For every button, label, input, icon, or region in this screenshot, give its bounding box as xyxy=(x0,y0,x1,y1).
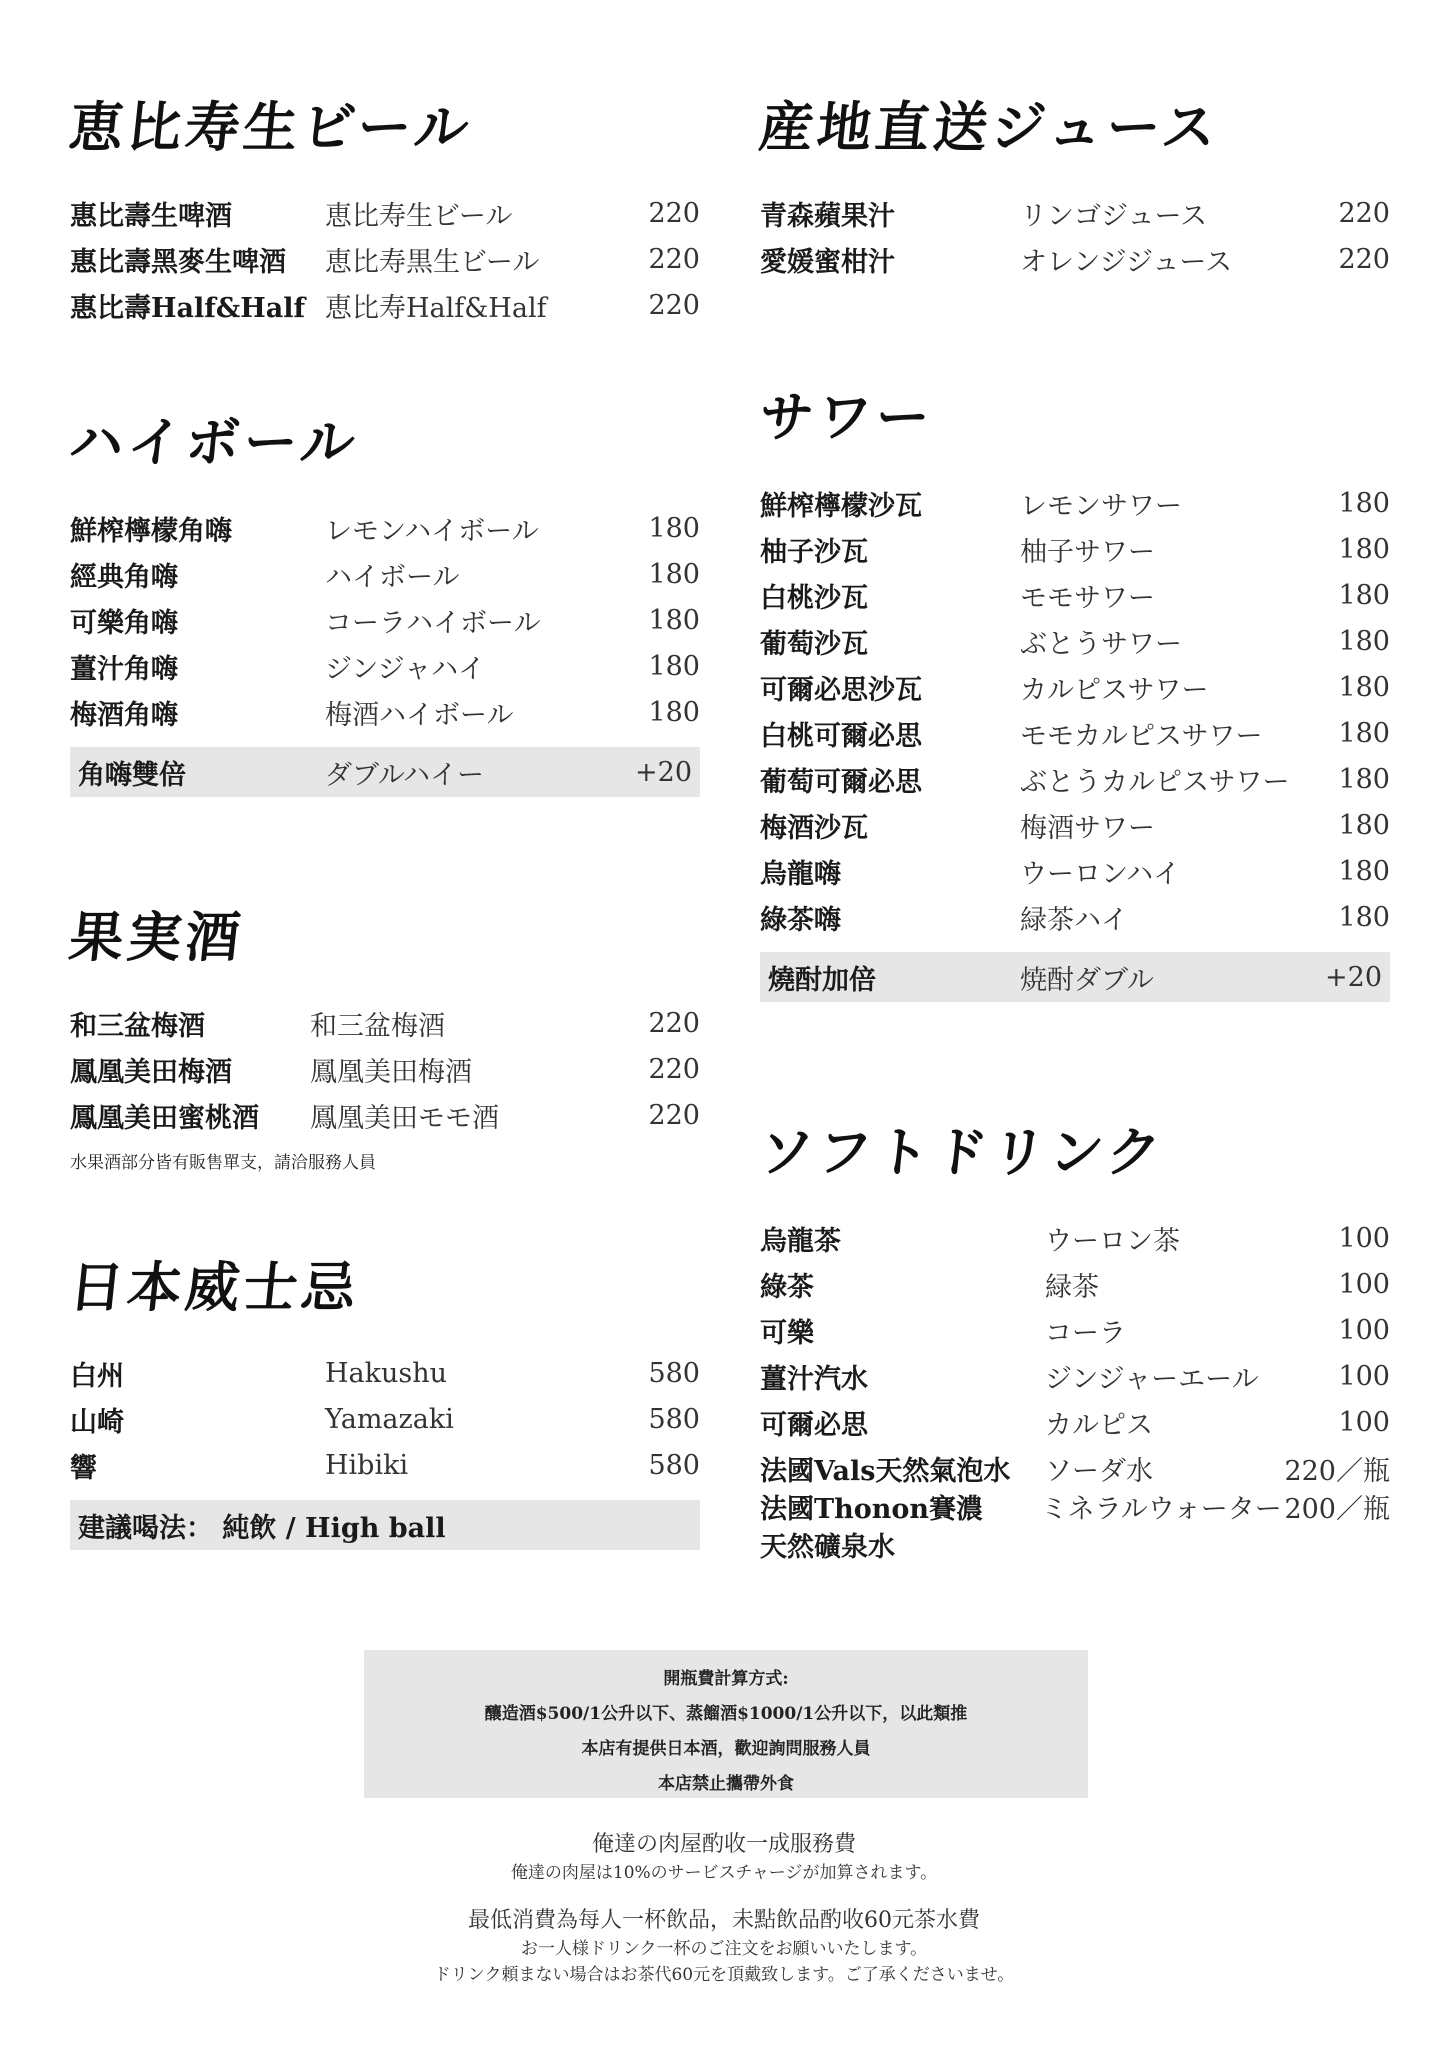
menu-item xyxy=(760,1215,1390,1261)
beer-section xyxy=(66,85,700,328)
menu-item xyxy=(760,894,1390,940)
menu-item xyxy=(70,1350,700,1396)
item-name-zh: 薑汁汽水 xyxy=(760,1363,868,1395)
item-name-zh: 烏龍茶 xyxy=(760,1225,841,1257)
whisky-section xyxy=(66,1245,700,1550)
item-price: 180 xyxy=(1338,671,1390,703)
item-price: 180 xyxy=(648,696,700,728)
minimum-order-jp-1: お一人様ドリンク一杯のご注文をお願いいたします。 xyxy=(520,1939,928,1959)
item-name-jp: ダブルハイー xyxy=(325,759,485,791)
item-name-zh: 鮮榨檸檬沙瓦 xyxy=(760,490,922,522)
item-price: 220／瓶 xyxy=(1284,1455,1390,1487)
minimum-order-jp-2: ドリンク頼まない場合はお茶代60元を頂戴致します。ご了承くださいませ。 xyxy=(433,1965,1015,1985)
item-name-zh: 惠比壽Half&Half xyxy=(70,292,306,324)
item-name-zh: 愛媛蜜柑汁 xyxy=(760,246,895,278)
item-name-zh: 青森蘋果汁 xyxy=(760,200,895,232)
corkage-rule: 釀造酒$500/1公升以下、蒸餾酒$1000/1公升以下，以此類推 xyxy=(484,1704,968,1724)
double-option xyxy=(70,747,700,797)
fruit-liquor-note: 水果酒部分皆有販售單支，請洽服務人員 xyxy=(70,1153,376,1173)
item-name-jp: コーラハイボール xyxy=(325,607,541,639)
item-name-zh: 白桃沙瓦 xyxy=(760,582,868,614)
item-name-zh: 惠比壽黑麥生啤酒 xyxy=(70,246,286,278)
item-price: 180 xyxy=(1338,717,1390,749)
item-name-jp: モモサワー xyxy=(1020,582,1155,614)
item-name-zh: 可樂角嗨 xyxy=(70,607,178,639)
menu-item xyxy=(70,1000,700,1046)
item-name-zh-line1: 法國Thonon賽濃 xyxy=(760,1494,984,1525)
item-price: 180 xyxy=(1338,625,1390,657)
double-option xyxy=(760,952,1390,1002)
item-name-zh: 可爾必思沙瓦 xyxy=(760,674,922,706)
footer xyxy=(0,1830,1448,1988)
item-name-jp: 鳳凰美田梅酒 xyxy=(310,1056,472,1088)
fruit-liquor-title: 果実酒 xyxy=(66,906,247,969)
item-price: 220 xyxy=(648,1007,700,1039)
menu-item xyxy=(70,1442,700,1488)
item-name-zh: 燒酎加倍 xyxy=(768,964,876,996)
item-name-jp: 恵比寿Half&Half xyxy=(325,292,547,324)
item-price: 180 xyxy=(1338,579,1390,611)
menu-item xyxy=(760,1307,1390,1353)
item-name-zh: 鳳凰美田梅酒 xyxy=(70,1056,232,1088)
menu-item xyxy=(760,190,1390,236)
service-charge-zh: 俺達の肉屋酌收一成服務費 xyxy=(591,1832,856,1857)
item-name-zh: 梅酒角嗨 xyxy=(70,699,178,731)
item-price: 200／瓶 xyxy=(1284,1494,1390,1525)
item-price: 180 xyxy=(1338,855,1390,887)
sour-section xyxy=(756,375,1390,1002)
suggestion-text: 建議喝法： 純飲 / High ball xyxy=(78,1512,446,1544)
item-price: 580 xyxy=(648,1449,700,1481)
item-name-jp: 恵比寿黒生ビール xyxy=(325,246,540,278)
item-price: 220 xyxy=(648,1099,700,1131)
corkage-info-box xyxy=(364,1650,1088,1798)
item-name-jp: 鳳凰美田モモ酒 xyxy=(310,1102,499,1134)
item-price: 180 xyxy=(648,512,700,544)
item-name-zh: 鮮榨檸檬角嗨 xyxy=(70,515,232,547)
item-name-zh: 綠茶嗨 xyxy=(760,904,841,936)
menu-item xyxy=(70,505,700,551)
item-price: 180 xyxy=(1338,809,1390,841)
menu-item xyxy=(70,282,700,328)
item-name-zh: 白桃可爾必思 xyxy=(760,720,922,752)
highball-title: ハイボール xyxy=(66,411,362,474)
menu-item xyxy=(760,756,1390,802)
item-name-jp: 梅酒ハイボール xyxy=(325,699,514,731)
menu-item xyxy=(70,1396,700,1442)
item-price: 220 xyxy=(648,289,700,321)
item-name-jp: 緑茶ハイ xyxy=(1020,904,1128,936)
item-name-en: Hibiki xyxy=(325,1449,409,1481)
item-name-jp: 焼酎ダブル xyxy=(1020,964,1154,996)
item-price: 220 xyxy=(648,1053,700,1085)
menu-item xyxy=(760,1261,1390,1307)
item-name-zh: 梅酒沙瓦 xyxy=(760,812,868,844)
item-name-en: Hakushu xyxy=(325,1357,448,1389)
soft-drink-title: ソフトドリンク xyxy=(756,1121,1168,1184)
menu-item xyxy=(760,1491,1390,1571)
menu-item xyxy=(760,802,1390,848)
item-name-jp: オレンジジュース xyxy=(1020,246,1233,278)
item-price: 220 xyxy=(648,243,700,275)
item-name-jp: ミネラルウォーター xyxy=(1040,1494,1282,1525)
menu-item xyxy=(70,597,700,643)
item-price: 220 xyxy=(1338,197,1390,229)
item-name-zh: 響 xyxy=(70,1452,97,1484)
menu-item xyxy=(70,236,700,282)
menu-item xyxy=(760,710,1390,756)
item-name-jp: ジンジャハイ xyxy=(325,653,486,685)
item-name-jp: 恵比寿生ビール xyxy=(325,200,513,232)
item-name-zh: 可樂 xyxy=(760,1317,814,1349)
item-name-zh: 白州 xyxy=(70,1360,124,1392)
item-name-jp: ウーロンハイ xyxy=(1020,858,1181,890)
item-name-jp: ぶとうサワー xyxy=(1020,628,1182,660)
item-name-jp: ウーロン茶 xyxy=(1045,1225,1180,1257)
item-name-jp: レモンハイボール xyxy=(325,515,539,547)
menu-item xyxy=(760,572,1390,618)
item-name-jp: レモンサワー xyxy=(1020,490,1182,522)
menu-item xyxy=(70,1046,700,1092)
highball-section xyxy=(66,400,700,797)
item-price: 180 xyxy=(1338,487,1390,519)
sour-title: サワー xyxy=(756,386,937,449)
item-name-jp: モモカルピスサワー xyxy=(1020,720,1263,752)
menu-item xyxy=(760,848,1390,894)
item-name-jp: カルピス xyxy=(1045,1409,1153,1441)
menu-item xyxy=(760,236,1390,282)
item-name-zh-line2: 天然礦泉水 xyxy=(760,1532,895,1563)
item-price: 100 xyxy=(1338,1222,1390,1254)
item-price: 100 xyxy=(1338,1314,1390,1346)
item-price: +20 xyxy=(1325,961,1382,993)
menu-item xyxy=(760,664,1390,710)
item-name-zh xyxy=(760,1491,1041,1567)
item-name-jp: 柚子サワー xyxy=(1020,536,1155,568)
item-price: 100 xyxy=(1338,1406,1390,1438)
outside-food-notice: 本店禁止攜帶外食 xyxy=(658,1774,794,1794)
minimum-order-zh: 最低消費為每人一杯飲品，未點飲品酌收60元茶水費 xyxy=(468,1908,980,1933)
menu-item xyxy=(760,1399,1390,1445)
item-price: 180 xyxy=(1338,533,1390,565)
juice-section xyxy=(756,85,1390,282)
menu-item xyxy=(70,689,700,735)
item-name-zh: 和三盆梅酒 xyxy=(70,1010,205,1042)
item-name-zh: 山崎 xyxy=(70,1406,124,1438)
item-name-jp: 梅酒サワー xyxy=(1020,812,1155,844)
beer-title: 恵比寿生ビール xyxy=(66,96,476,159)
item-name-zh: 葡萄沙瓦 xyxy=(760,628,868,660)
juice-title: 産地直送ジュース xyxy=(756,96,1224,159)
item-name-zh: 葡萄可爾必思 xyxy=(760,766,922,798)
menu-item xyxy=(760,480,1390,526)
menu-item xyxy=(760,1445,1390,1491)
item-price: 180 xyxy=(648,604,700,636)
menu-item xyxy=(70,190,700,236)
item-price: 580 xyxy=(648,1403,700,1435)
item-name-zh: 法國Vals天然氣泡水 xyxy=(760,1455,1011,1487)
item-price: 100 xyxy=(1338,1268,1390,1300)
whisky-suggestion xyxy=(70,1500,700,1550)
whisky-title: 日本威士忌 xyxy=(66,1256,363,1319)
item-name-jp: コーラ xyxy=(1045,1317,1126,1349)
corkage-heading: 開瓶費計算方式: xyxy=(663,1669,789,1689)
item-name-jp: リンゴジュース xyxy=(1020,200,1208,232)
sake-notice: 本店有提供日本酒，歡迎詢問服務人員 xyxy=(581,1739,871,1759)
item-name-zh: 惠比壽生啤酒 xyxy=(70,200,232,232)
item-price: 180 xyxy=(648,650,700,682)
soft-drink-section xyxy=(756,1110,1390,1571)
item-name-zh: 柚子沙瓦 xyxy=(760,536,868,568)
service-charge-jp: 俺達の肉屋は10%のサービスチャージが加算されます。 xyxy=(510,1863,938,1883)
menu-item xyxy=(760,526,1390,572)
item-name-jp: ハイボール xyxy=(325,561,460,593)
item-name-jp: ソーダ水 xyxy=(1045,1455,1153,1487)
item-name-jp: 緑茶 xyxy=(1045,1271,1099,1303)
item-price: 220 xyxy=(648,197,700,229)
item-name-zh: 薑汁角嗨 xyxy=(70,653,178,685)
item-name-zh: 可爾必思 xyxy=(760,1409,868,1441)
menu-item xyxy=(760,618,1390,664)
fruit-liquor-section xyxy=(66,895,700,1173)
item-price: 180 xyxy=(1338,901,1390,933)
item-name-zh: 烏龍嗨 xyxy=(760,858,841,890)
item-name-en: Yamazaki xyxy=(325,1403,454,1435)
item-name-zh: 經典角嗨 xyxy=(70,561,178,593)
item-name-zh: 鳳凰美田蜜桃酒 xyxy=(70,1102,259,1134)
item-price: 180 xyxy=(1338,763,1390,795)
item-price: 580 xyxy=(648,1357,700,1389)
item-name-jp: ジンジャーエール xyxy=(1045,1363,1259,1395)
menu-item xyxy=(70,551,700,597)
menu-item xyxy=(70,643,700,689)
item-name-jp: カルピスサワー xyxy=(1020,674,1209,706)
item-price: +20 xyxy=(635,756,692,788)
item-name-zh: 綠茶 xyxy=(760,1271,814,1303)
item-price: 180 xyxy=(648,558,700,590)
item-name-jp: ぶとうカルピスサワー xyxy=(1020,766,1290,798)
item-name-jp: 和三盆梅酒 xyxy=(310,1010,445,1042)
menu-item xyxy=(760,1353,1390,1399)
menu-item xyxy=(70,1092,700,1138)
item-price: 100 xyxy=(1338,1360,1390,1392)
item-price: 220 xyxy=(1338,243,1390,275)
item-name-zh: 角嗨雙倍 xyxy=(78,759,186,791)
